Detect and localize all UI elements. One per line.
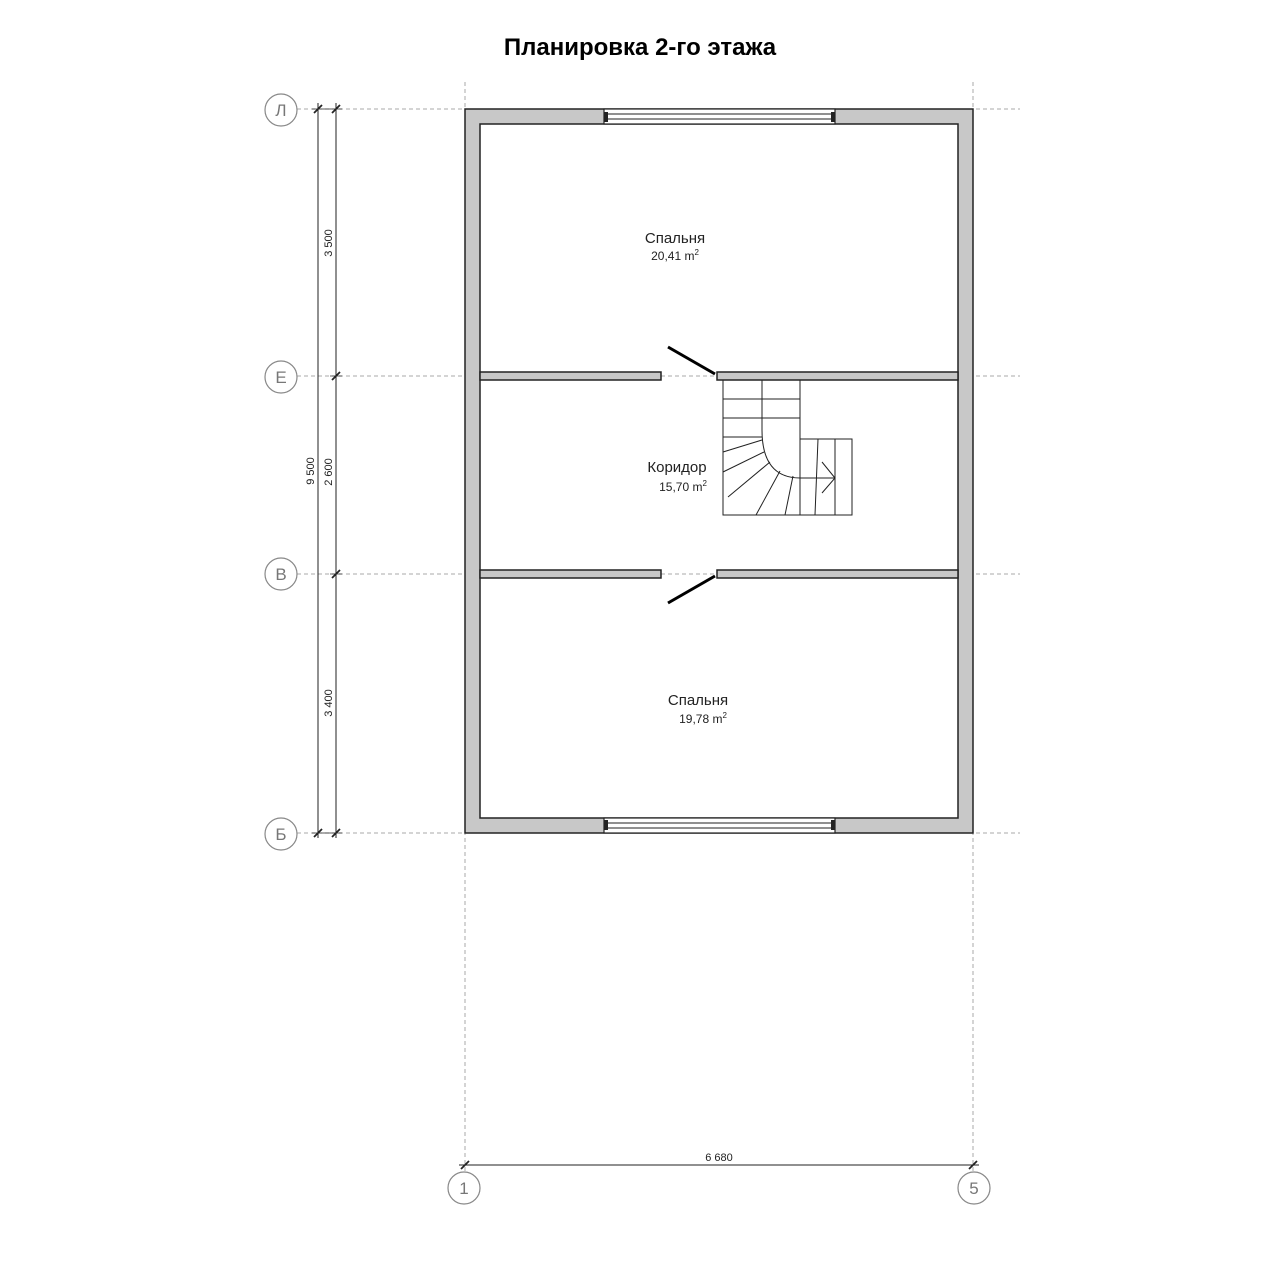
dim-segment-3: 3 400 xyxy=(323,689,335,717)
window-bottom xyxy=(604,818,835,833)
staircase xyxy=(723,380,852,515)
dim-total-width: 6 680 xyxy=(705,1152,733,1164)
axis-label-5: 5 xyxy=(969,1179,979,1198)
room-area-corridor: 15,70 $m^2$ xyxy=(659,479,707,494)
dim-segment-1: 3 500 xyxy=(323,229,335,257)
page-title: Планировка 2-го этажа xyxy=(503,34,777,61)
dim-total-height: 9 500 xyxy=(305,457,317,485)
room-name-bedroom-bottom: Спальня xyxy=(667,692,729,709)
partition-wall-right-top xyxy=(717,372,958,380)
axis-markers xyxy=(265,94,990,1204)
room-name-corridor: Коридор xyxy=(647,459,707,476)
dim-segment-2: 2 600 xyxy=(323,458,335,486)
door-top xyxy=(668,347,715,374)
room-area-bedroom-bottom: 19,78 $m^2$ xyxy=(679,711,727,726)
partition-wall-right-bottom xyxy=(717,570,958,578)
room-area-bedroom-top: 20,41 $m^2$ xyxy=(651,248,699,263)
axis-label-l: Л xyxy=(275,101,287,120)
partition-wall-left-top xyxy=(480,372,661,380)
axis-label-v: В xyxy=(275,565,287,584)
room-name-bedroom-top: Спальня xyxy=(644,230,706,247)
axis-label-b: Б xyxy=(275,825,287,844)
window-top xyxy=(604,109,835,124)
partition-wall-left-bottom xyxy=(480,570,661,578)
axis-label-1: 1 xyxy=(459,1179,469,1198)
axis-label-e: Е xyxy=(275,368,287,387)
door-bottom xyxy=(668,576,715,603)
